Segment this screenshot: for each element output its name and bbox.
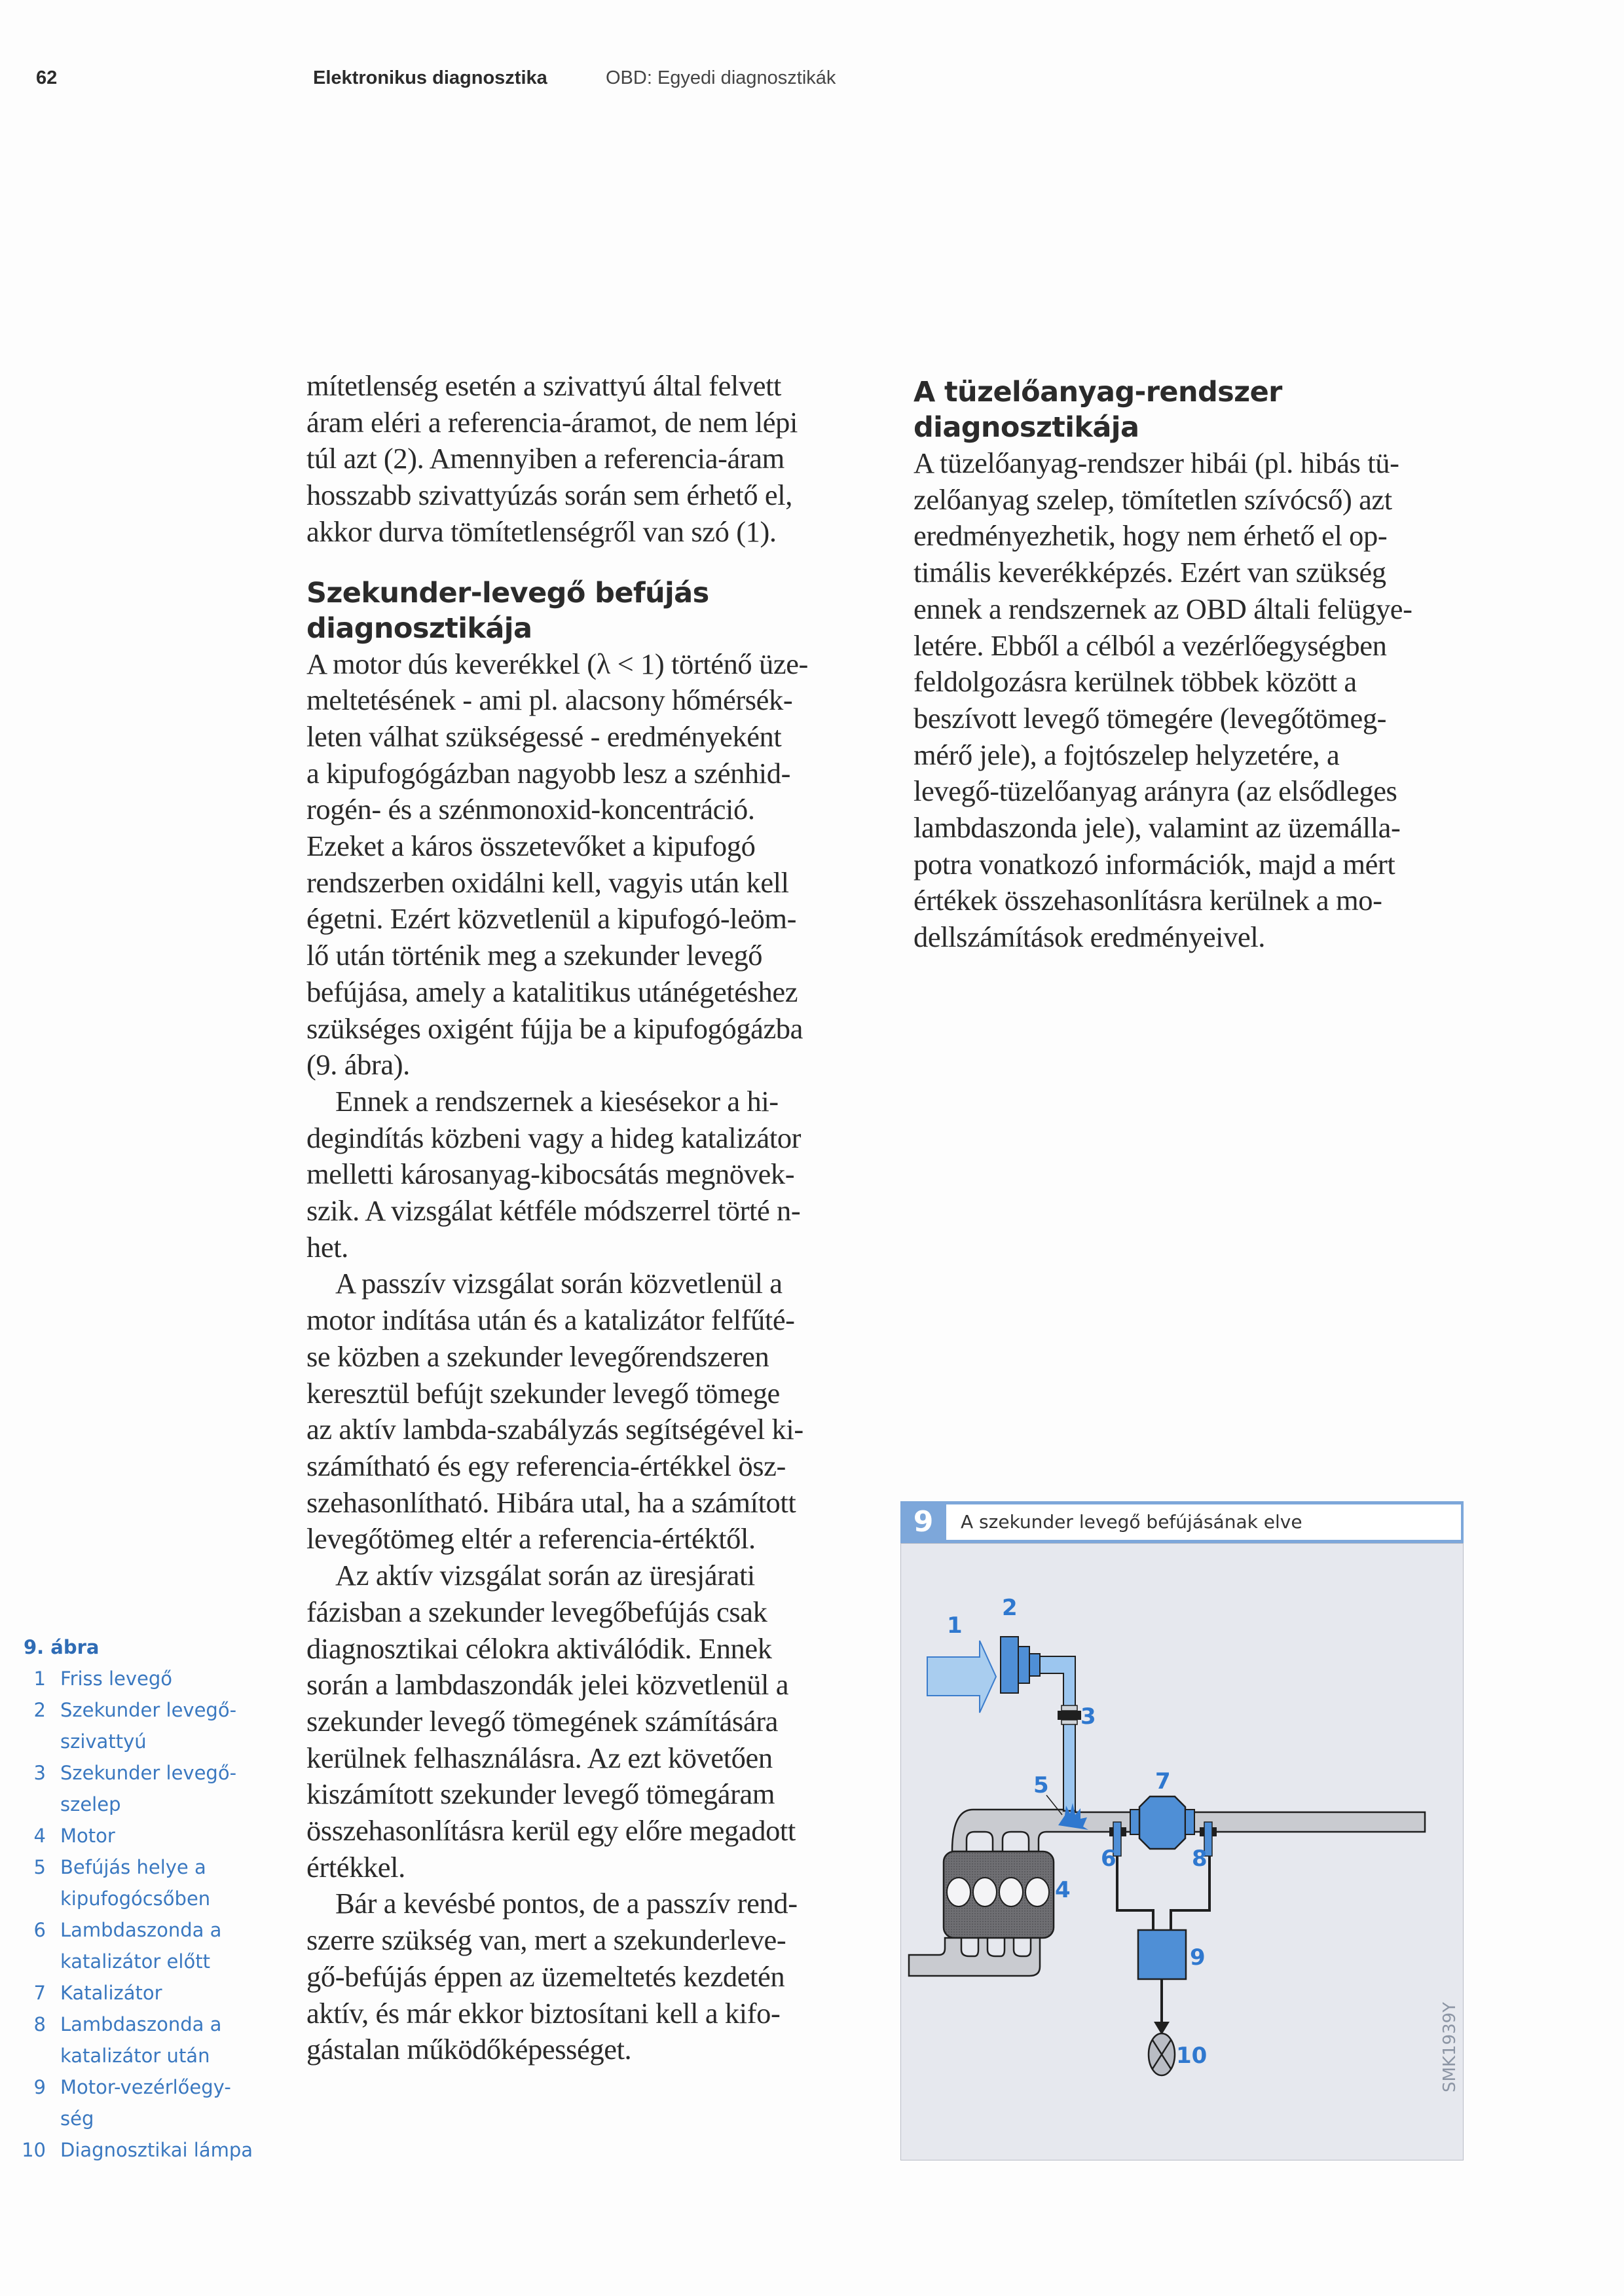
text-line: szehasonlítható. Hibára utal, ha a számított bbox=[306, 1485, 796, 1519]
body-paragraph bbox=[306, 1266, 876, 1558]
text-line: dellszámítások eredményeivel. bbox=[913, 920, 1266, 954]
legend-item-number: 5 bbox=[33, 1856, 46, 1878]
legend-item-number: 4 bbox=[33, 1825, 46, 1847]
legend-item bbox=[13, 1694, 262, 1757]
legend-item-number: 9 bbox=[33, 2076, 46, 2098]
heading-line: diagnosztikája bbox=[306, 611, 532, 645]
engine-control-unit-icon bbox=[1138, 1930, 1186, 1979]
text-line: hosszabb szivattyúzás során sem érhető el, bbox=[306, 479, 792, 512]
figure-number: 9 bbox=[913, 1505, 934, 1539]
legend-item bbox=[13, 1757, 262, 1820]
text-line: értékek összehasonlításra kerülnek a mo- bbox=[913, 884, 1382, 917]
figure-code: SMK1939Y bbox=[1440, 2001, 1460, 2092]
heading-line: diagnosztikája bbox=[913, 411, 1139, 444]
text-line: kerülnek felhasználásra. Az ezt követően bbox=[306, 1741, 773, 1774]
legend-item-number: 2 bbox=[33, 1699, 46, 1721]
text-line: meltetésének - ami pl. alacsony hőmérsék- bbox=[306, 683, 793, 717]
legend-item bbox=[13, 1977, 262, 2009]
fresh-air-arrow bbox=[927, 1641, 996, 1713]
text-line: szekunder levegő tömegének számítására bbox=[306, 1704, 778, 1738]
legend-item bbox=[13, 2071, 262, 2134]
text-line: aktív, és már ekkor biztosítani kell a kifo- bbox=[306, 1996, 781, 2030]
text-line: az aktív lambda-szabályzás segítségével ki- bbox=[306, 1413, 803, 1446]
label-7: 7 bbox=[1155, 1768, 1171, 1795]
text-line: diagnosztikai célokra aktiválódik. Ennek bbox=[306, 1631, 772, 1665]
text-line: gő-befújás éppen az üzemeltetés kezdetén bbox=[306, 1959, 785, 1993]
section-heading-secondary-air bbox=[306, 575, 876, 646]
body-paragraph bbox=[913, 445, 1477, 956]
text-line: számítható és egy referencia-értékkel ösz- bbox=[306, 1449, 786, 1482]
legend-item-text: Katalizátor bbox=[60, 1982, 162, 2004]
text-line: eredményezhetik, hogy nem érhető el op- bbox=[913, 519, 1388, 553]
text-line: melletti károsanyag-kibocsátás megnövek- bbox=[306, 1157, 795, 1191]
text-line: potra vonatkozó információk, majd a mért bbox=[913, 847, 1395, 881]
running-header-chapter: Elektronikus diagnosztika bbox=[313, 67, 547, 88]
text-line: zelőanyag szelep, tömítetlen szívócső) azt bbox=[913, 483, 1392, 516]
secondary-air-pump-icon bbox=[1001, 1637, 1040, 1693]
engine-icon bbox=[944, 1851, 1054, 1938]
label-5: 5 bbox=[1033, 1772, 1049, 1798]
legend-item-text: Szekunder levegő- szelep bbox=[60, 1762, 237, 1815]
legend-item-text: Szekunder levegő- szivattyú bbox=[60, 1699, 237, 1753]
legend-item-number: 1 bbox=[33, 1667, 46, 1690]
text-line: kiszámított szekunder levegő tömegáram bbox=[306, 1777, 775, 1811]
label-1: 1 bbox=[947, 1613, 963, 1639]
page-number: 62 bbox=[36, 67, 58, 88]
text-column-right bbox=[913, 374, 1477, 956]
text-column-left bbox=[306, 368, 876, 2068]
legend-item bbox=[13, 1820, 262, 1851]
legend-item-text: Diagnosztikai lámpa bbox=[60, 2139, 253, 2161]
legend-item bbox=[13, 2134, 262, 2166]
figure-header bbox=[900, 1501, 1464, 1543]
legend-item-number: 7 bbox=[33, 1982, 46, 2004]
text-line: levegőtömeg eltér a referencia-értéktől. bbox=[306, 1522, 756, 1556]
figure-9 bbox=[900, 1501, 1464, 2160]
legend-item-text: Lambdaszonda a katalizátor után bbox=[60, 2013, 222, 2067]
intake-manifold bbox=[909, 1938, 1040, 1976]
legend-item-text: Motor bbox=[60, 1825, 115, 1847]
running-header-section: OBD: Egyedi diagnosztikák bbox=[606, 67, 836, 88]
heading-line: Szekunder-levegő befújás bbox=[306, 576, 709, 610]
label-2: 2 bbox=[1002, 1595, 1018, 1621]
text-line: fázisban a szekunder levegőbefújás csak bbox=[306, 1595, 767, 1628]
legend-item bbox=[13, 1914, 262, 1977]
label-3: 3 bbox=[1080, 1704, 1096, 1730]
body-paragraph bbox=[306, 646, 876, 1084]
text-line: beszívott levegő tömegére (levegőtömeg- bbox=[913, 701, 1387, 735]
text-line: Ezeket a káros összetevőket a kipufogó bbox=[306, 829, 756, 863]
text-line: lő után történik meg a szekunder levegő bbox=[306, 939, 763, 972]
legend-title: 9. ábra bbox=[24, 1636, 100, 1658]
text-line: során a lambdaszondák jelei közvetlenül a bbox=[306, 1668, 789, 1702]
text-line: (9. ábra). bbox=[306, 1048, 410, 1082]
text-line: értékkel. bbox=[306, 1850, 405, 1884]
text-line: Ennek a rendszernek a kiesésekor a hi- bbox=[335, 1084, 779, 1118]
text-line: levegő-tüzelőanyag arányra (az elsődleges bbox=[913, 774, 1397, 808]
text-line: szükséges oxigént fújja be a kipufogógázba bbox=[306, 1011, 803, 1045]
label-6: 6 bbox=[1101, 1846, 1116, 1872]
text-line: akkor durva tömítetlenségről van szó (1). bbox=[306, 515, 777, 548]
text-line: mítetlenség esetén a szivattyú által felvett bbox=[306, 369, 782, 402]
text-line: degindítás közbeni vagy a hideg katalizátor bbox=[306, 1121, 802, 1154]
legend-item-text: Befújás helye a kipufogócsőben bbox=[60, 1856, 211, 1910]
text-line: letére. Ebből a célból a vezérlőegységben bbox=[913, 629, 1387, 662]
heading-line: A tüzelőanyag-rendszer bbox=[913, 376, 1282, 409]
body-paragraphs bbox=[306, 646, 876, 2068]
text-line: gástalan működőképességet. bbox=[306, 2033, 632, 2066]
catalyst-icon bbox=[1130, 1796, 1194, 1849]
text-line: timális keverékképzés. Ezért van szükség bbox=[913, 556, 1386, 589]
text-line: rendszerben oxidálni kell, vagyis után kell bbox=[306, 866, 789, 899]
text-line: se közben a szekunder levegőrendszeren bbox=[306, 1339, 769, 1373]
text-line: befújása, amely a katalitikus utánégetéshez bbox=[306, 975, 798, 1008]
text-line: A passzív vizsgálat során közvetlenül a bbox=[335, 1267, 783, 1300]
text-line: a kipufogógázban nagyobb lesz a szénhid- bbox=[306, 756, 791, 790]
body-paragraph bbox=[306, 1084, 876, 1266]
text-line: áram eléri a referencia-áramot, de nem lépi bbox=[306, 405, 798, 439]
text-line: Az aktív vizsgálat során az üresjárati bbox=[335, 1559, 755, 1592]
text-line: leten válhat szükségessé - eredményeként bbox=[306, 720, 782, 753]
text-line: A motor dús keverékkel (λ < 1) történő üze- bbox=[306, 647, 808, 680]
figure-title: A szekunder levegő befújásának elve bbox=[961, 1511, 1302, 1533]
text-line: Bár a kevésbé pontos, de a passzív rend- bbox=[335, 1887, 798, 1920]
label-8: 8 bbox=[1192, 1846, 1208, 1872]
legend-item-number: 10 bbox=[22, 2139, 46, 2161]
text-line: mérő jele), a fojtószelep helyzetére, a bbox=[913, 738, 1340, 771]
figure-legend bbox=[13, 1631, 262, 2166]
text-line: motor indítása után és a katalizátor felfűté- bbox=[306, 1303, 795, 1337]
legend-item bbox=[13, 2009, 262, 2071]
text-line: szerre szükség van, mert a szekunderleve- bbox=[306, 1923, 786, 1957]
label-9: 9 bbox=[1190, 1944, 1206, 1971]
text-line: feldolgozásra kerülnek többek között a bbox=[913, 665, 1357, 699]
legend-item-number: 8 bbox=[33, 2013, 46, 2035]
intro-paragraph bbox=[306, 368, 876, 551]
body-paragraph bbox=[306, 1886, 876, 2068]
figure-title-box bbox=[946, 1504, 1461, 1540]
text-line: A tüzelőanyag-rendszer hibái (pl. hibás tü- bbox=[913, 446, 1399, 479]
label-4: 4 bbox=[1055, 1877, 1071, 1903]
text-line: túl azt (2). Amennyiben a referencia-áram bbox=[306, 442, 784, 475]
text-line: égetni. Ezért közvetlenül a kipufogó-leöm- bbox=[306, 902, 797, 936]
text-line: lambdaszonda jele), valamint az üzemálla- bbox=[913, 811, 1401, 845]
text-line: ennek a rendszernek az OBD általi felügye- bbox=[913, 592, 1412, 625]
legend-item-text: Motor-vezérlőegy- ség bbox=[60, 2076, 231, 2130]
secondary-air-valve-icon bbox=[1058, 1705, 1081, 1724]
figure-diagram bbox=[900, 1543, 1464, 2160]
legend-item-number: 3 bbox=[33, 1762, 46, 1784]
body-paragraph bbox=[306, 1558, 876, 1886]
legend-item-text: Friss levegő bbox=[60, 1667, 173, 1690]
label-10: 10 bbox=[1176, 2043, 1208, 2069]
legend-item-text: Lambdaszonda a katalizátor előtt bbox=[60, 1919, 222, 1973]
legend-item-number: 6 bbox=[33, 1919, 46, 1941]
section-heading-fuel-system bbox=[913, 374, 1477, 445]
legend-item bbox=[13, 1663, 262, 1694]
legend-item bbox=[13, 1851, 262, 1914]
text-line: het. bbox=[306, 1230, 348, 1264]
text-line: rogén- és a szénmonoxid-koncentráció. bbox=[306, 793, 755, 826]
text-line: összehasonlításra kerül egy előre megadott bbox=[306, 1814, 796, 1848]
text-line: szik. A vizsgálat kétféle módszerrel törté n- bbox=[306, 1194, 801, 1228]
text-line: keresztül befújt szekunder levegő tömege bbox=[306, 1376, 780, 1410]
secondary-air-diagram bbox=[901, 1544, 1463, 2160]
diagnostic-lamp-icon bbox=[1149, 2033, 1175, 2075]
